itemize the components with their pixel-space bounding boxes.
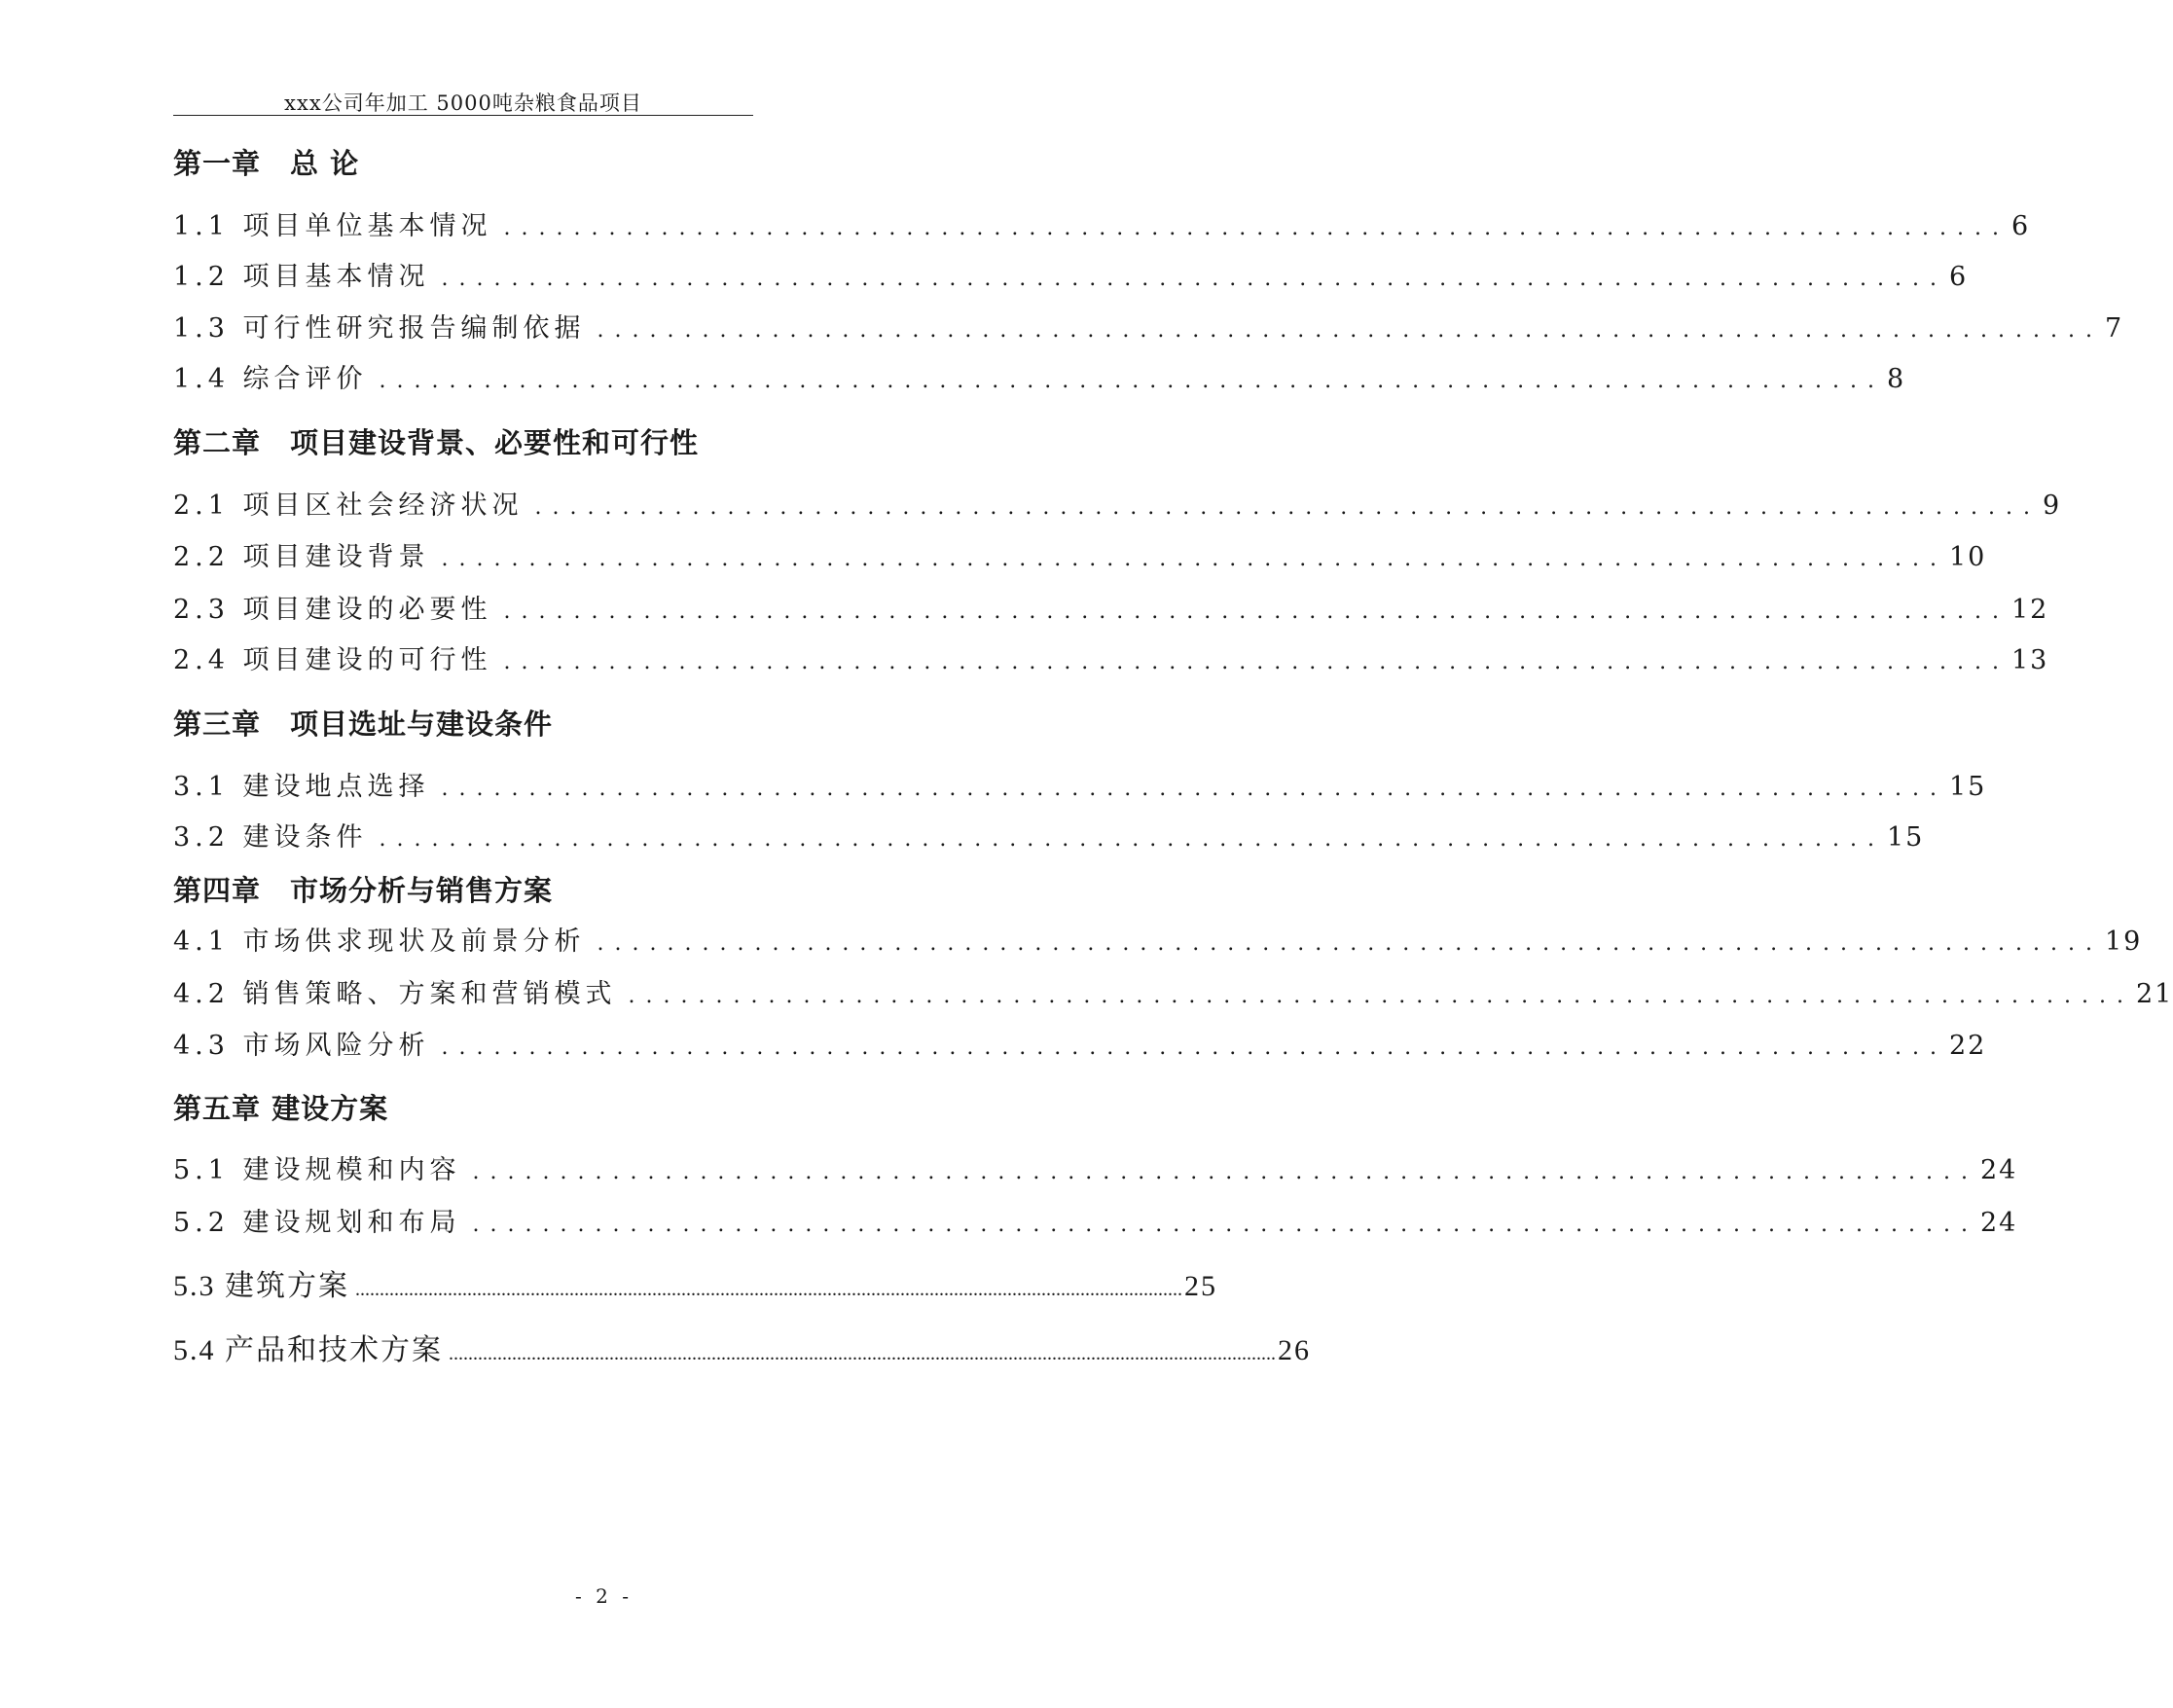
chapter-heading: 第五章 建设方案 bbox=[173, 1092, 389, 1125]
toc-entry[interactable] bbox=[173, 1261, 1217, 1304]
toc-entry-page: 6 bbox=[1948, 262, 1969, 292]
toc-entry-label: 1.4 综合评价 bbox=[173, 364, 368, 394]
toc-entry-label: 4.1 市场供求现状及前景分析 bbox=[173, 927, 586, 957]
leader-dots: ...................................................................................... bbox=[441, 777, 1947, 801]
leader-dots: ...................................................................................... bbox=[441, 267, 1947, 291]
toc-entry-page: 21 bbox=[2135, 979, 2173, 1009]
toc-entry-page: 22 bbox=[1948, 1031, 1987, 1061]
leader-dots: .......................................................................................................................................................................... bbox=[355, 1279, 1182, 1300]
toc-entry[interactable] bbox=[173, 484, 2062, 522]
chapter-heading: 第三章 项目选址与建设条件 bbox=[173, 708, 554, 741]
toc-entry[interactable] bbox=[173, 307, 2124, 345]
toc-entry-label: 4.3 市场风险分析 bbox=[173, 1031, 430, 1061]
toc-entry[interactable] bbox=[173, 1201, 2018, 1239]
toc-entry-label: 2.3 项目建设的必要性 bbox=[173, 595, 492, 625]
toc-entry-page: 15 bbox=[1886, 822, 1925, 853]
chapter-heading: 第一章 总 论 bbox=[173, 147, 360, 180]
toc-entry-page: 6 bbox=[2010, 211, 2031, 241]
toc-entry[interactable] bbox=[173, 204, 2031, 242]
toc-entry[interactable] bbox=[173, 816, 1925, 854]
toc-entry-page: 8 bbox=[1886, 364, 1906, 394]
toc-entry[interactable] bbox=[173, 588, 2049, 626]
leader-dots: ...................................................................................... bbox=[534, 495, 2041, 520]
leader-dots: ...................................................................................... bbox=[472, 1213, 1978, 1237]
leader-dots: ...................................................................................... bbox=[503, 650, 2010, 674]
leader-dots: ...................................................................................... bbox=[441, 547, 1947, 571]
toc-entry-page: 12 bbox=[2010, 595, 2049, 625]
toc-entry-label: 2.2 项目建设背景 bbox=[173, 542, 430, 572]
toc-entry-label: 1.1 项目单位基本情况 bbox=[173, 211, 492, 241]
toc-entry[interactable] bbox=[173, 1148, 2018, 1186]
toc-entry-label: 2.1 项目区社会经济状况 bbox=[173, 491, 524, 521]
leader-dots: ...................................................................................... bbox=[503, 216, 2010, 240]
leader-dots: ...................................................................................... bbox=[379, 827, 1885, 852]
toc-entry[interactable] bbox=[173, 535, 1987, 573]
toc-entry-label: 5.4 产品和技术方案 bbox=[173, 1334, 443, 1366]
toc-entry-page: 25 bbox=[1184, 1270, 1217, 1302]
toc-entry-page: 24 bbox=[1979, 1155, 2018, 1185]
running-header: xxx公司年加工 5000吨杂粮食品项目 bbox=[284, 91, 642, 115]
toc-entry-page: 9 bbox=[2042, 491, 2062, 521]
toc-entry-label: 2.4 项目建设的可行性 bbox=[173, 645, 492, 675]
chapter-heading: 第二章 项目建设背景、必要性和可行性 bbox=[173, 426, 700, 459]
toc-entry-label: 5.2 建设规划和布局 bbox=[173, 1208, 461, 1238]
toc-entry-page: 24 bbox=[1979, 1208, 2018, 1238]
header-rule bbox=[173, 115, 753, 116]
page-number: - 2 - bbox=[575, 1584, 633, 1608]
toc-entry-page: 26 bbox=[1278, 1334, 1311, 1366]
leader-dots: .......................................................................................................................................................................... bbox=[449, 1343, 1276, 1364]
toc-entry-label: 1.2 项目基本情况 bbox=[173, 262, 430, 292]
toc-entry-page: 13 bbox=[2010, 645, 2049, 675]
leader-dots: ...................................................................................... bbox=[441, 1036, 1947, 1060]
toc-entry-label: 3.1 建设地点选择 bbox=[173, 772, 430, 802]
toc-entry[interactable] bbox=[173, 920, 2143, 958]
toc-entry-label: 1.3 可行性研究报告编制依据 bbox=[173, 313, 586, 344]
toc-entry-label: 5.3 建筑方案 bbox=[173, 1270, 349, 1302]
leader-dots: ...................................................................................... bbox=[597, 931, 2103, 956]
toc-entry-page: 7 bbox=[2104, 313, 2124, 344]
toc-entry-page: 15 bbox=[1948, 772, 1987, 802]
toc-entry[interactable] bbox=[173, 1326, 1311, 1368]
toc-entry[interactable] bbox=[173, 972, 2173, 1010]
toc-entry-page: 10 bbox=[1948, 542, 1987, 572]
toc-entry[interactable] bbox=[173, 638, 2049, 676]
chapter-heading: 第四章 市场分析与销售方案 bbox=[173, 874, 554, 907]
leader-dots: ...................................................................................... bbox=[597, 318, 2103, 343]
toc-entry-label: 4.2 销售策略、方案和营销模式 bbox=[173, 979, 617, 1009]
leader-dots: ...................................................................................... bbox=[379, 369, 1885, 393]
toc-entry[interactable] bbox=[173, 1024, 1987, 1062]
leader-dots: ...................................................................................... bbox=[628, 984, 2134, 1008]
toc-entry[interactable] bbox=[173, 765, 1987, 803]
leader-dots: ...................................................................................... bbox=[472, 1160, 1978, 1184]
leader-dots: ...................................................................................... bbox=[503, 600, 2010, 624]
toc-entry-page: 19 bbox=[2104, 927, 2143, 957]
toc-entry[interactable] bbox=[173, 357, 1906, 395]
toc-entry-label: 3.2 建设条件 bbox=[173, 822, 368, 853]
toc-entry[interactable] bbox=[173, 255, 1969, 293]
toc-entry-label: 5.1 建设规模和内容 bbox=[173, 1155, 461, 1185]
